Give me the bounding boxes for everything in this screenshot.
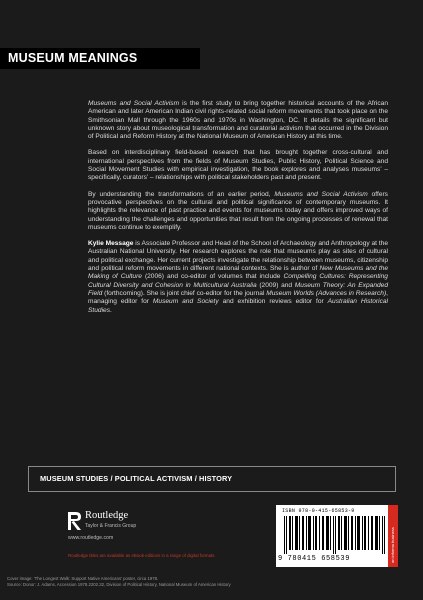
bio-text: (forthcoming). She is joint chief co-editor for the journal <box>102 289 267 297</box>
bio-text: . <box>110 306 112 314</box>
barcode-panel <box>276 505 398 567</box>
publisher-url[interactable]: www.routledge.com <box>68 535 114 541</box>
publisher-logo <box>68 510 178 546</box>
informa-tab <box>388 505 398 567</box>
back-cover-blurb <box>88 100 388 323</box>
work-title: Australian Historical Studies <box>88 298 388 314</box>
book-title: Museums and Social Activism <box>274 190 368 198</box>
barcode-icon <box>282 516 392 554</box>
bio-text: (2006) and co-editor of volumes that include <box>141 273 284 281</box>
cover-image-credit: Cover image: 'The Longest Walk: Support Native Americans' poster, circa 1978. <box>7 576 159 581</box>
cover-source-credit: Source: Donor: J. Adams, Accession 1978.2202.32, Division of Political History, National Museum of American History <box>7 582 231 587</box>
bio-text: (2009) and <box>256 281 295 289</box>
author-name: Kylie Message <box>88 240 134 248</box>
paragraph-research: Based on interdisciplinary field-based research that has brought together cross-cultural and international perspectives from the fields of Museum Studies, Public History, Political Science and Social Movement Studies with empirical investigation, the book explores and analyses museums’ – specifically, curators’ – relationships with political stakeholders past and present. <box>88 149 388 182</box>
paragraph-text: By understanding the transformations of an earlier period, <box>88 190 275 198</box>
work-title: Museum Theory: An Expanded Field <box>88 281 388 297</box>
work-title: Museum and Society <box>152 298 219 306</box>
publisher-name: Routledge <box>85 510 129 521</box>
paragraph-text: is the first study to bring together historical accounts of the African American and later American Indian civil rights-related social reform movements that took place on the Smithsonian Mall through the 1960s and 1970s in Washington, DC. It details the significant but unknown story about museological transformation and curatorial activism that occurred in the Division of Political and Reform History at the National Museum of American History at this time. <box>88 100 388 141</box>
paragraph-text: offers provocative perspectives on the cultural and political significance of contemporary museums. It highlights the relevance of past practice and events for museums today and offers improved ways of understanding the challenges and opportunities that result from the ongoing processes of renewal that museums continue to exemplify. <box>88 190 388 231</box>
routledge-icon <box>68 512 81 530</box>
bio-text: is Associate Professor and Head of the School of Archaeology and Anthropology at the Australian National University. Her research explores the role that museums play as sites of cultural and political exchange. Her current projects investigate the relationship between museums, citizenship and political reform movements in different national contexts. She is author of <box>88 240 389 273</box>
book-title: Museums and Social Activism <box>88 100 180 107</box>
work-title: New Museums and the Making of Culture <box>88 265 388 281</box>
paragraph-significance <box>88 191 388 232</box>
work-title: Compelling Cultures: Representing Cultural Diversity and Cohesion in Multicultural Australia <box>88 273 388 289</box>
ebook-note: Routledge titles are available as eBook editions in a range of digital formats <box>68 553 215 558</box>
work-title: Museum Worlds (Advances in Research) <box>266 289 387 297</box>
author-bio <box>88 240 388 315</box>
isbn-number: 9 780415 658539 <box>278 555 351 563</box>
cover-credits <box>7 576 417 588</box>
bio-text: , managing editor for <box>88 289 388 306</box>
bio-text: and exhibition reviews editor for <box>218 298 328 306</box>
informa-label: an informa business <box>390 527 395 563</box>
publisher-group: Taylor & Francis Group <box>85 523 137 529</box>
paragraph-intro <box>88 100 388 141</box>
series-title: MUSEUM MEANINGS <box>0 48 200 69</box>
isbn-label: ISBN 978-0-415-65853-9 <box>282 508 355 514</box>
subject-categories: MUSEUM STUDIES / POLITICAL ACTIVISM / HISTORY <box>40 474 233 483</box>
